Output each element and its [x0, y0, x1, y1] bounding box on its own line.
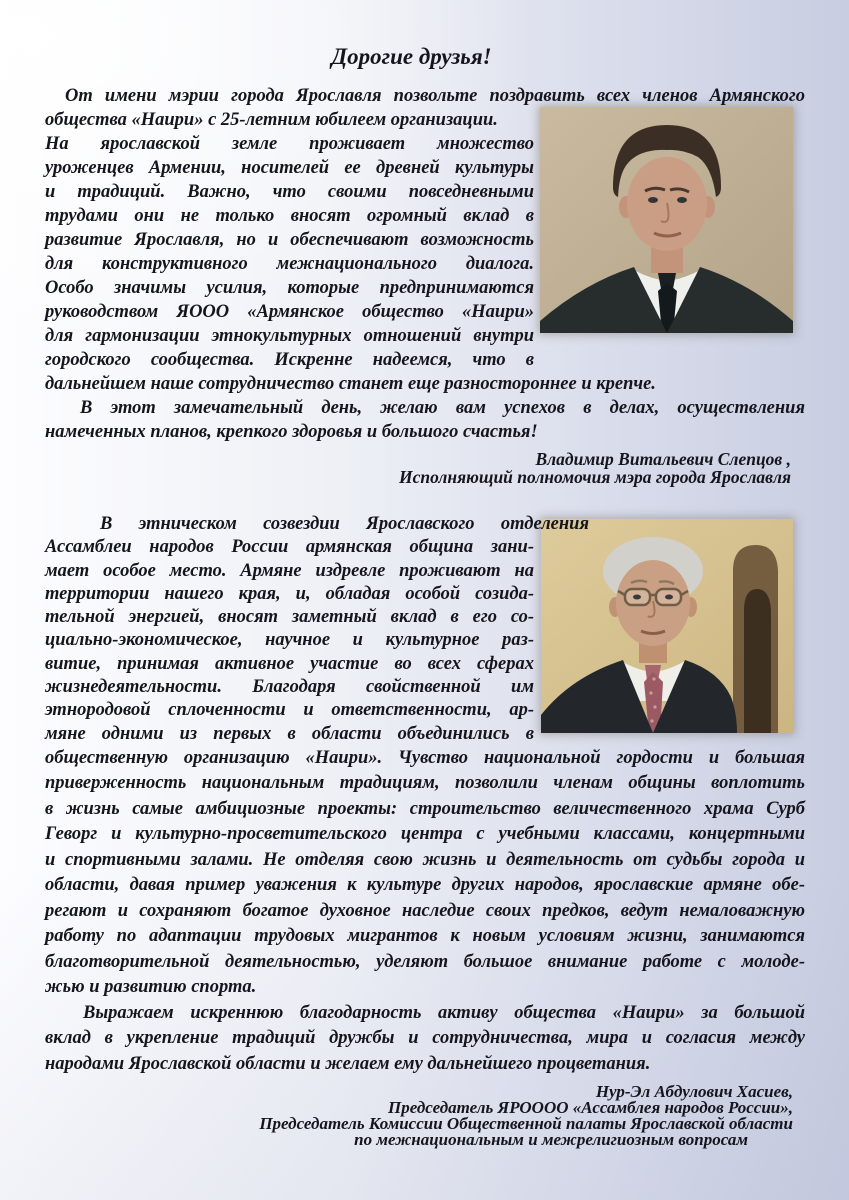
text-line: Председатель Комиссии Общественной палаты Ярославской области: [259, 1114, 793, 1133]
text-line: регают и сохраняют богатое духовное наследие своих предков, ведут немаловажную: [45, 900, 805, 921]
text-line: развитие Ярославля, но и обеспечивают возможность: [45, 230, 534, 250]
text-line: мяне одними из первых в области объединились в: [45, 723, 534, 744]
text-line: трудами они не только вносят огромный вклад в: [45, 206, 534, 226]
text-line: для конструктивного межнационального диалога.: [45, 254, 534, 274]
text-line: для гармонизации этнокультурных отношений внутри: [45, 326, 534, 346]
text-line: Владимир Витальевич Слепцов ,: [535, 449, 791, 469]
text-line: Председатель ЯРОООО «Ассамблея народов России»,: [388, 1098, 793, 1117]
text-line: благотворительной деятельностью, уделяют большое внимание работе с молоде-: [45, 951, 805, 972]
text-line: этнородовой сплоченности и ответственности, ар-: [45, 700, 534, 721]
letter-mayor-text: [45, 84, 805, 444]
text-line: От имени мэрии города Ярославля позвольте поздравить всех членов Армянского: [65, 86, 805, 106]
text-line: мает особое место. Армяне издревле проживают на: [45, 560, 534, 581]
text-line: и традиций. Важно, что своими повседневными: [45, 182, 534, 202]
text-line: циально-экономическое, научное и культурное раз-: [45, 630, 534, 651]
text-line: В этническом созвездии Ярославского отделения: [100, 514, 589, 534]
signature-block-assembly: [45, 1084, 805, 1148]
text-line: Геворг и культурно-просветительского центра с учебными классами, концертными: [45, 824, 805, 845]
text-line: тельной энергией, вносят заметный вклад в его со-: [45, 607, 534, 628]
text-line: общества «Наири» с 25-летним юбилеем организации.: [45, 110, 498, 130]
text-line: территории нашего края, и, обладая особой созида-: [45, 583, 534, 604]
text-line: по межнациональным и межрелигиозным вопросам: [354, 1130, 748, 1149]
text-line: и спортивными залами. Не отделяя свою жизнь и деятельность от судьбы города и: [45, 849, 805, 870]
text-line: приверженность национальным традициям, позволили членам общины воплотить: [45, 773, 805, 794]
text-line: руководством ЯООО «Армянское общество «Наири»: [45, 302, 534, 322]
text-line: На ярославской земле проживает множество: [45, 134, 534, 154]
text-line: работу по адаптации трудовых мигрантов к новым условиям жизни, занимаются: [45, 926, 805, 947]
text-line: Особо значимы усилия, которые предпринимаются: [45, 278, 534, 298]
page-title: Дорогие друзья!: [331, 44, 492, 69]
text-line: Ассамблеи народов России армянская община зани-: [45, 537, 534, 558]
text-line: дальнейшем наше сотрудничество станет еще разностороннее и крепче.: [45, 374, 656, 394]
text-line: Нур-Эл Абдулович Хасиев,: [595, 1082, 793, 1101]
text-line: жью и развитию спорта.: [45, 977, 257, 998]
text-line: намеченных планов, крепкого здоровья и большого счастья!: [45, 422, 538, 442]
text-line: городского сообщества. Искренне надеемся, что в: [45, 350, 534, 370]
text-line: Исполняющий полномочия мэра города Ярославля: [398, 466, 791, 487]
text-line: уроженцев Армении, носителей ее древней культуры: [45, 158, 534, 178]
text-line: витие, принимая активное участие во всех сферах: [45, 653, 534, 674]
letter-assembly-text: [45, 513, 805, 1077]
text-line: в жизнь самые амбициозные проекты: строительство величественного храма Сурб: [45, 798, 805, 819]
text-line: народами Ярославской области и желаем ему дальнейшего процветания.: [45, 1053, 651, 1074]
text-line: В этот замечательный день, желаю вам успехов в делах, осуществления: [80, 398, 805, 418]
text-line: области, давая пример уважения к культуре других народов, ярославские армяне обе-: [45, 875, 805, 896]
text-line: Выражаем искреннюю благодарность активу общества «Наири» за большой: [83, 1002, 805, 1023]
text-line: жизнедеятельности. Благодаря свойственной им: [45, 677, 534, 698]
text-line: вклад в укрепление традиций дружбы и сотрудничества, мира и согласия между: [45, 1028, 805, 1049]
text-line: общественную организацию «Наири». Чувство национальной гордости и большая: [45, 747, 805, 768]
signature-block-mayor: [45, 451, 805, 486]
